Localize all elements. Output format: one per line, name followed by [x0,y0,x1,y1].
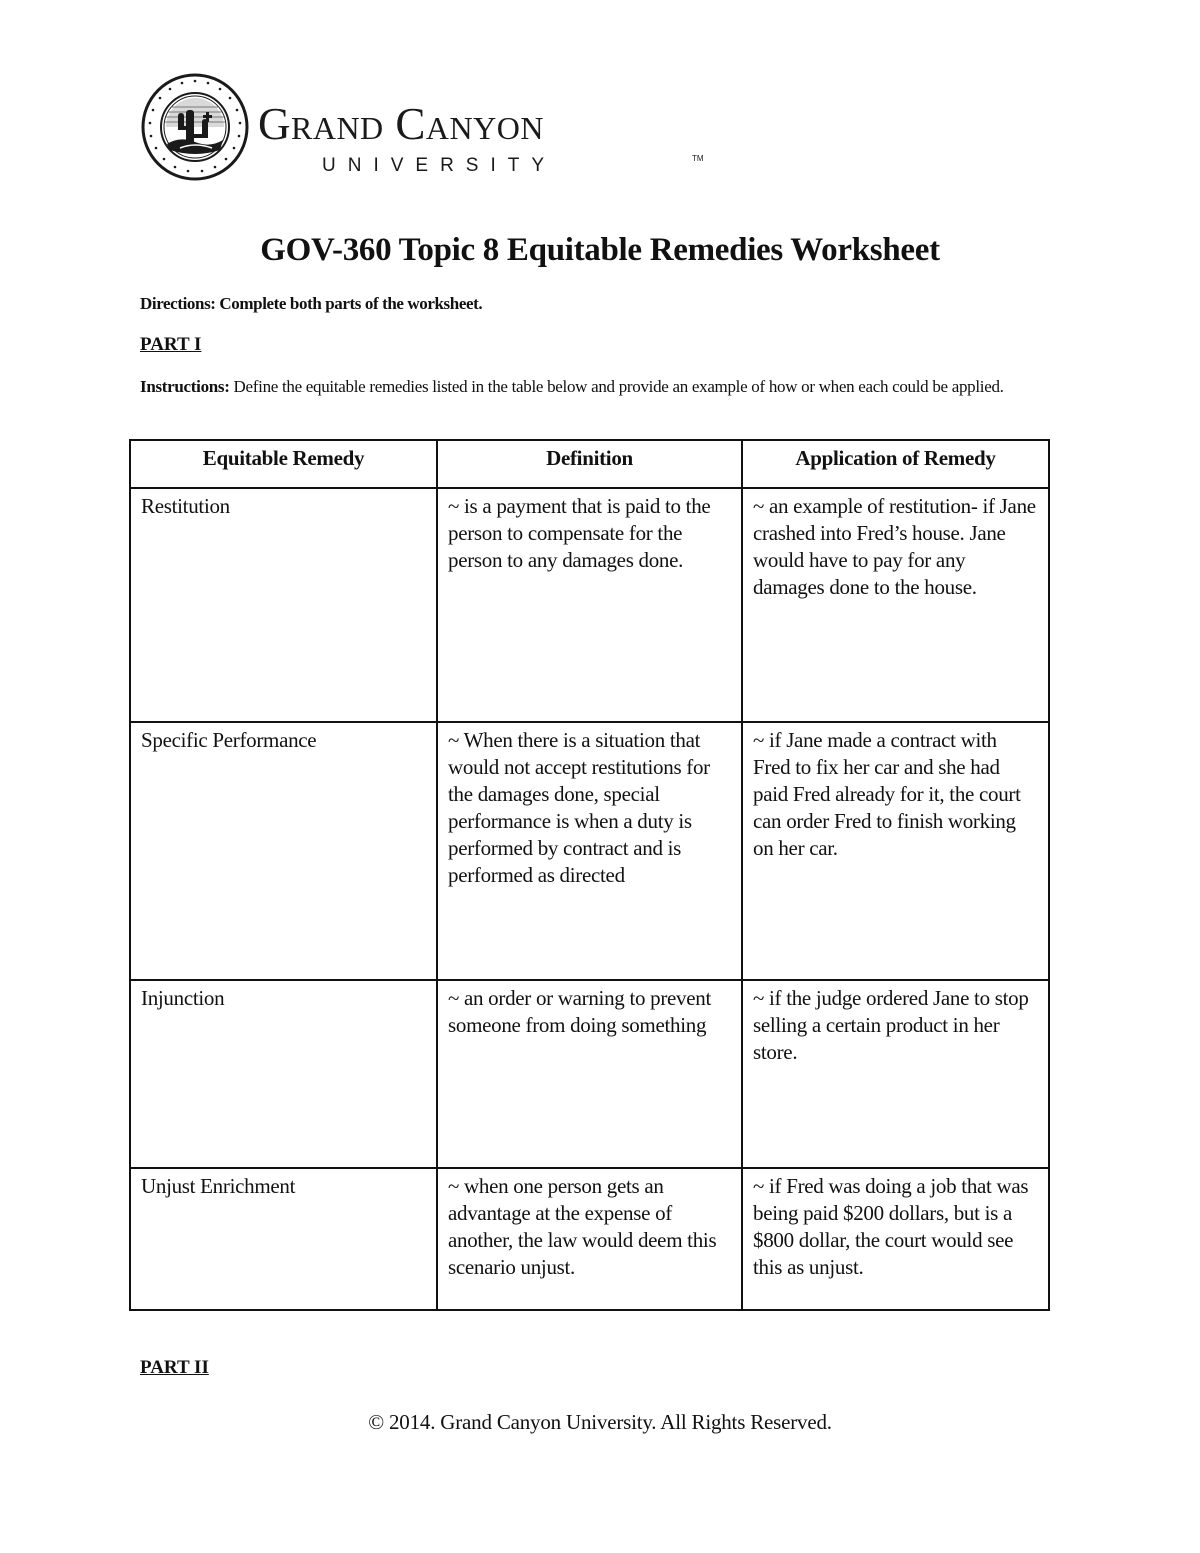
table-row [130,488,1049,722]
remedy-cell: Restitution [130,488,437,722]
remedies-table [129,439,1050,1311]
column-header-remedy: Equitable Remedy [130,440,437,488]
logo-trademark: TM [692,154,704,163]
logo-wordmark-line2: UNIVERSITY [322,155,557,176]
definition-cell: ~ is a payment that is paid to the person to compensate for the person to any damages done. [437,488,742,722]
instructions-text: Define the equitable remedies listed in the table below and provide an example of how or when each could be applied. [229,377,1004,396]
logo-wordmark-line1: Grand Canyon [258,99,544,149]
column-header-definition: Definition [437,440,742,488]
copyright-footer: © 2014. Grand Canyon University. All Rights Reserved. [368,1410,832,1434]
application-cell: ~ if Jane made a contract with Fred to fix her car and she had paid Fred already for it, the court can order Fred to finish working on her car. [742,722,1049,980]
definition-cell: ~ an order or warning to prevent someone from doing something [437,980,742,1168]
university-logo [140,72,704,182]
instructions-paragraph [140,376,1060,398]
part-2-heading: PART II [140,1357,209,1378]
remedy-cell: Specific Performance [130,722,437,980]
instructions-label: Instructions: [140,377,230,396]
table-row [130,980,1049,1168]
remedy-cell: Injunction [130,980,437,1168]
application-cell: ~ if Fred was doing a job that was being paid $200 dollars, but is a $800 dollar, the court would see this as unjust. [742,1168,1049,1310]
table-row [130,1168,1049,1310]
application-cell: ~ if the judge ordered Jane to stop selling a certain product in her store. [742,980,1049,1168]
part-1-heading: PART I [140,334,202,355]
table-header-row [130,440,1049,488]
directions-text: Directions: Complete both parts of the worksheet. [140,294,483,313]
saguaro-cactus-seal-icon [140,72,250,182]
definition-cell: ~ When there is a situation that would not accept restitutions for the damages done, special performance is when a duty is performed by contract and is performed as directed [437,722,742,980]
definition-cell: ~ when one person gets an advantage at the expense of another, the law would deem this scenario unjust. [437,1168,742,1310]
column-header-application: Application of Remedy [742,440,1049,488]
table-row [130,722,1049,980]
remedy-cell: Unjust Enrichment [130,1168,437,1310]
application-cell: ~ an example of restitution- if Jane crashed into Fred’s house. Jane would have to pay for any damages done to the house. [742,488,1049,722]
page-title: GOV-360 Topic 8 Equitable Remedies Worksheet [260,232,940,268]
